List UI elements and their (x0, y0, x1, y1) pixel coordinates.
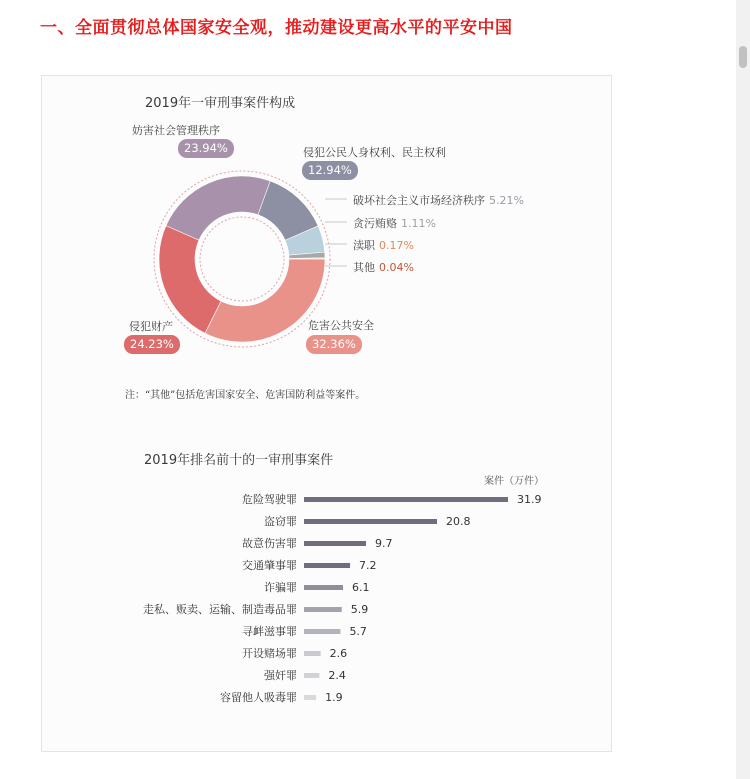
slice-pct-renshen: 12.94% (302, 161, 358, 180)
slice-pct-qita: 0.04% (379, 261, 414, 274)
bar-category-label: 寻衅滋事罪 (242, 625, 297, 638)
bar (304, 585, 343, 590)
slice-label-duzhi-text: 渎职 (353, 239, 375, 252)
slice-pct-gonggong: 32.36% (306, 335, 362, 354)
bar (304, 629, 340, 634)
bar-value-label: 2.4 (328, 669, 346, 682)
infographic-card (41, 75, 612, 752)
bar-category-label: 走私、贩卖、运输、制造毒品罪 (143, 603, 297, 616)
vertical-scrollbar[interactable] (736, 0, 750, 779)
horizontal-bar-chart (42, 76, 613, 753)
page-heading: 一、全面贯彻总体国家安全观，推动建设更高水平的平安中国 (40, 18, 513, 38)
bar (304, 519, 437, 524)
slice-pct-tanwu: 1.11% (401, 217, 436, 230)
slice-label-renshen: 侵犯公民人身权利、民主权利 (303, 146, 446, 159)
bar (304, 651, 321, 656)
bar-value-label: 6.1 (352, 581, 370, 594)
bar-unit-label: 案件（万件） (484, 476, 544, 487)
slice-label-qita-text: 其他 (353, 261, 375, 274)
bar-category-label: 危险驾驶罪 (242, 493, 297, 506)
bar-value-label: 20.8 (446, 515, 471, 528)
pie-footnote: 注：“其他”包括危害国家安全、危害国防利益等案件。 (125, 390, 366, 401)
bar (304, 497, 508, 502)
slice-label-gonggong: 危害公共安全 (308, 319, 374, 332)
bar-value-label: 5.9 (350, 603, 369, 616)
slice-pct-fanghai: 23.94% (178, 139, 234, 158)
bar-category-label: 开设赌场罪 (242, 647, 297, 660)
bar-value-label: 2.6 (329, 647, 348, 660)
slice-pct-jingji: 5.21% (489, 194, 524, 207)
bar-value-label: 1.9 (325, 691, 343, 704)
slice-label-jingji-text: 破坏社会主义市场经济秩序 (353, 194, 485, 207)
bar-category-label: 容留他人吸毒罪 (220, 691, 297, 704)
bar (304, 607, 342, 612)
bar-value-label: 31.9 (517, 493, 542, 506)
bar-chart-title: 2019年排名前十的一审刑事案件 (144, 453, 334, 468)
bar (304, 695, 316, 700)
slice-pct-duzhi: 0.17% (379, 239, 414, 252)
bar-category-label: 强奸罪 (264, 669, 297, 682)
slice-label-tanwu-text: 贪污贿赂 (353, 217, 397, 230)
slice-pct-caichan: 24.23% (124, 335, 180, 354)
bar-category-label: 交通肇事罪 (242, 559, 297, 572)
bar (304, 541, 366, 546)
bar-category-label: 故意伤害罪 (242, 537, 297, 550)
scrollbar-thumb[interactable] (739, 46, 747, 68)
bar-value-label: 7.2 (359, 559, 377, 572)
bar (304, 673, 319, 678)
bar (304, 563, 350, 568)
slice-label-caichan: 侵犯财产 (129, 320, 173, 333)
bar-value-label: 9.7 (375, 537, 393, 550)
pie-chart-title: 2019年一审刑事案件构成 (145, 96, 296, 111)
bar-category-label: 诈骗罪 (264, 581, 297, 594)
bar-category-label: 盗窃罪 (264, 515, 297, 528)
slice-label-fanghai: 妨害社会管理秩序 (132, 124, 220, 137)
bar-value-label: 5.7 (349, 625, 367, 638)
